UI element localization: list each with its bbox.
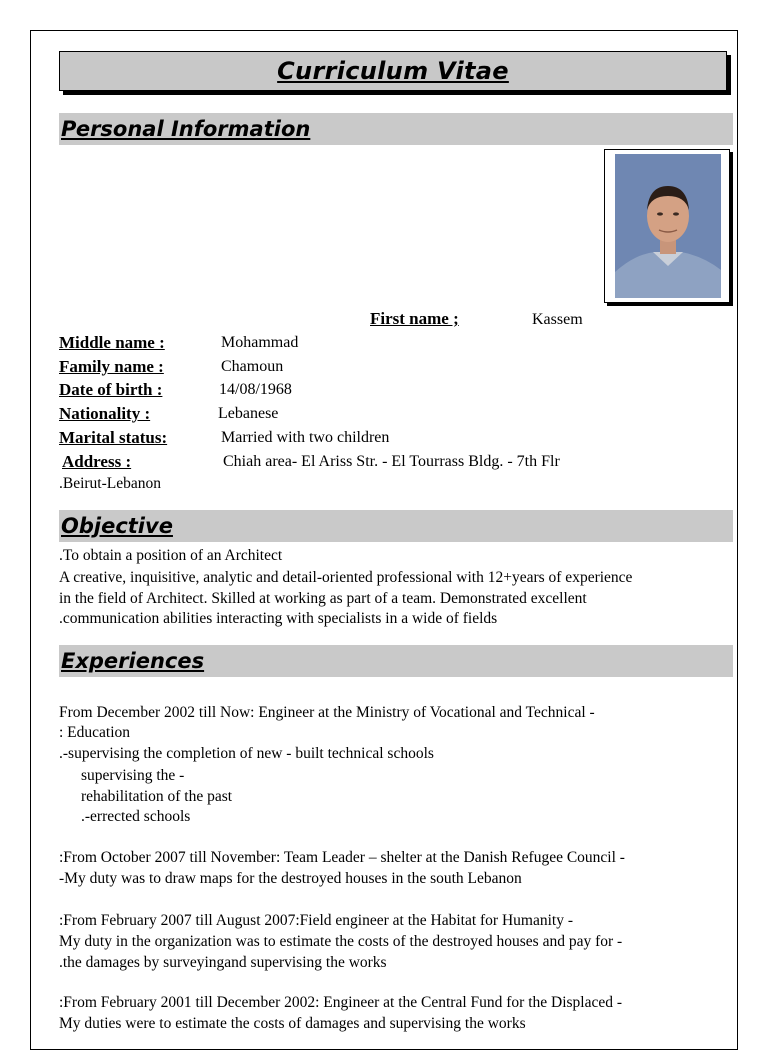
experience-2-line-2: -My duty was to draw maps for the destroyed houses in the south Lebanon [59,870,522,887]
section-title-objective: Objective [61,514,173,538]
nationality-label: Nationality : [59,404,151,423]
middle-name-label: Middle name : [59,333,165,352]
address-value: Chiah area- El Ariss Str. - El Tourrass Bldg. - 7th Flr [223,453,560,470]
objective-line-1: .To obtain a position of an Architect [59,547,283,564]
experience-1-line-5: rehabilitation of the past [81,788,233,805]
page-title: Curriculum Vitae [277,57,509,85]
experience-1-line-6: .-errected schools [81,808,191,825]
date-of-birth-value: 14/08/1968 [219,381,292,398]
marital-status-label: Marital status: [59,428,168,447]
first-name-label: First name ; [370,309,459,328]
experience-1-line-2: : Education [59,724,131,741]
experience-3-line-3: .the damages by surveyingand supervising the works [59,954,387,971]
family-name-label: Family name : [59,357,164,376]
experience-3-line-2: My duty in the organization was to estimate the costs of the destroyed houses and pay for - [59,933,623,950]
section-experiences [59,645,733,677]
experience-1-line-1: From December 2002 till Now: Engineer at the Ministry of Vocational and Technical - [59,704,595,721]
section-objective [59,510,733,542]
middle-name-value: Mohammad [221,334,299,351]
experience-3-line-1: :From February 2007 till August 2007:Field engineer at the Habitat for Humanity - [59,912,573,929]
profile-photo [604,149,730,303]
objective-line-3: in the field of Architect. Skilled at working as part of a team. Demonstrated excellent [59,590,587,607]
objective-line-2: A creative, inquisitive, analytic and detail-oriented professional with 12+years of experience [59,569,633,586]
date-of-birth-label: Date of birth : [59,380,163,399]
section-title-personal: Personal Information [61,117,311,141]
experience-1-line-3: .-supervising the completion of new - built technical schools [59,745,434,762]
section-title-experiences: Experiences [61,649,205,673]
family-name-value: Chamoun [221,358,284,375]
marital-status-value: Married with two children [221,429,390,446]
section-personal-information [59,113,733,145]
experience-2-line-1: :From October 2007 till November: Team Leader – shelter at the Danish Refugee Council - [59,849,625,866]
first-name-value: Kassem [532,311,583,328]
experience-1-line-4: supervising the - [81,767,185,784]
experience-4-line-2: My duties were to estimate the costs of damages and supervising the works [59,1015,526,1032]
address-label: Address : [62,452,132,471]
title-banner [59,51,727,91]
address-line-2: .Beirut-Lebanon [59,475,162,492]
objective-line-4: .communication abilities interacting with specialists in a wide of fields [59,610,498,627]
nationality-value: Lebanese [218,405,279,422]
portrait-image [615,154,721,298]
cv-page [30,30,738,1050]
experience-4-line-1: :From February 2001 till December 2002: Engineer at the Central Fund for the Displaced - [59,994,623,1011]
